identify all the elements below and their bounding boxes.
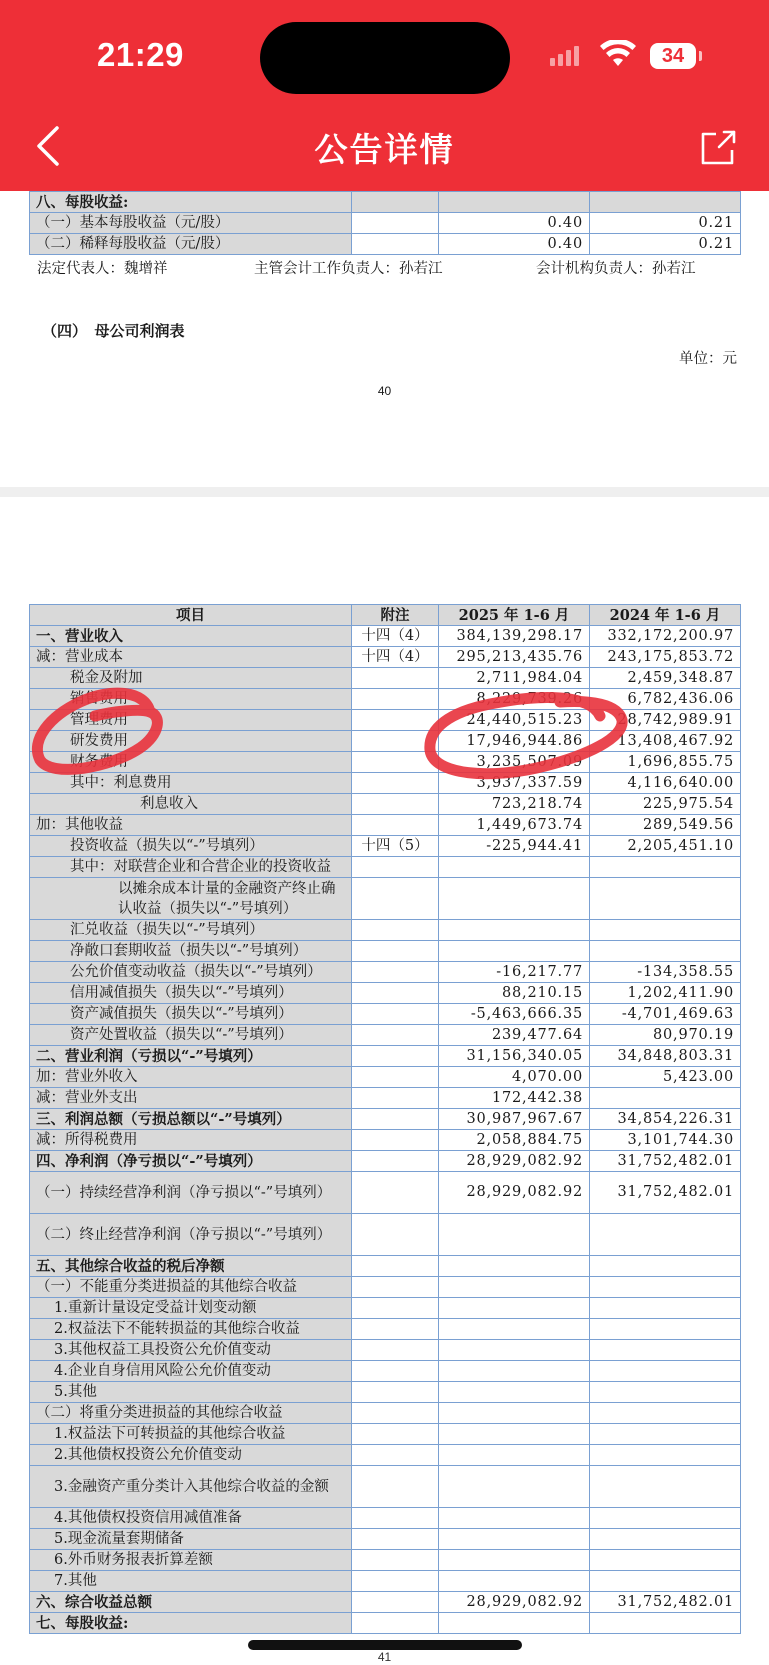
row-note — [352, 1508, 439, 1529]
value-2024 — [590, 1613, 741, 1634]
value-2025: 295,213,435.76 — [439, 647, 590, 668]
value-2025 — [439, 1529, 590, 1550]
row-note: 十四（4） — [352, 647, 439, 668]
value-2025 — [439, 920, 590, 941]
value-2025 — [439, 1403, 590, 1424]
row-label: 5.其他 — [30, 1382, 352, 1403]
row-label: 其中：对联营企业和合营企业的投资收益 — [30, 857, 352, 878]
row-label: 3.其他权益工具投资公允价值变动 — [30, 1340, 352, 1361]
row-note — [352, 752, 439, 773]
page-separator — [0, 487, 769, 497]
row-note — [352, 1550, 439, 1571]
row-label: 7.其他 — [30, 1571, 352, 1592]
row-label: 五、其他综合收益的税后净额 — [30, 1256, 352, 1277]
row-note — [352, 983, 439, 1004]
table-row — [30, 1613, 741, 1634]
row-label: （一）不能重分类进损益的其他综合收益 — [30, 1277, 352, 1298]
value-2025 — [439, 1361, 590, 1382]
value-2025 — [439, 1508, 590, 1529]
row-note — [352, 1004, 439, 1025]
value-2025: 30,987,967.67 — [439, 1109, 590, 1130]
row-label: 管理费用 — [30, 710, 352, 731]
value-2025: 172,442.38 — [439, 1088, 590, 1109]
table-row: （一）基本每股收益（元/股） 0.40 0.21 — [30, 213, 741, 234]
table-row — [30, 1298, 741, 1319]
value-2025 — [439, 1571, 590, 1592]
row-label: 2.权益法下不能转损益的其他综合收益 — [30, 1319, 352, 1340]
value-2024: 6,782,436.06 — [590, 689, 741, 710]
value-2025: 384,139,298.17 — [439, 626, 590, 647]
table-row — [30, 857, 741, 878]
row-note — [352, 941, 439, 962]
table-row — [30, 710, 741, 731]
table-row: （二）稀释每股收益（元/股） 0.40 0.21 — [30, 234, 741, 255]
unit-label: 单位：元 — [679, 351, 737, 367]
row-note — [352, 1298, 439, 1319]
row-label: 四、净利润（净亏损以“-”号填列） — [30, 1151, 352, 1172]
value-2025: 239,477.64 — [439, 1025, 590, 1046]
value-2025 — [439, 857, 590, 878]
signal-icon — [550, 44, 582, 66]
table-row — [30, 773, 741, 794]
value-2025: 28,929,082.92 — [439, 1172, 590, 1214]
row-label: 汇兑收益（损失以“-”号填列） — [30, 920, 352, 941]
value-2025: 2,058,884.75 — [439, 1130, 590, 1151]
row-note — [352, 1592, 439, 1613]
row-note — [352, 668, 439, 689]
row-label: 信用减值损失（损失以“-”号填列） — [30, 983, 352, 1004]
legal-representative: 法定代表人：魏增祥 — [37, 261, 168, 277]
value-2025: 17,946,944.86 — [439, 731, 590, 752]
value-2024 — [590, 1424, 741, 1445]
row-note — [352, 962, 439, 983]
row-note — [352, 794, 439, 815]
value-2024 — [590, 1361, 741, 1382]
value-2025 — [439, 1382, 590, 1403]
value-2024 — [590, 1529, 741, 1550]
table-row — [30, 1592, 741, 1613]
row-label: 4.企业自身信用风险公允价值变动 — [30, 1361, 352, 1382]
row-note — [352, 1214, 439, 1256]
row-note — [352, 1109, 439, 1130]
row-note — [352, 857, 439, 878]
row-label: 1.重新计量设定受益计划变动额 — [30, 1298, 352, 1319]
table-row — [30, 1403, 741, 1424]
table-row — [30, 1046, 741, 1067]
value-2024 — [590, 1445, 741, 1466]
table-row — [30, 1550, 741, 1571]
row-note — [352, 815, 439, 836]
row-label: （二）终止经营净利润（净亏损以“-”号填列） — [30, 1214, 352, 1256]
value-2024: 243,175,853.72 — [590, 647, 741, 668]
row-note: 十四（4） — [352, 626, 439, 647]
value-2025 — [439, 1613, 590, 1634]
row-label: 其中：利息费用 — [30, 773, 352, 794]
value-2025 — [439, 1340, 590, 1361]
value-2024: 4,116,640.00 — [590, 773, 741, 794]
value-2024 — [590, 1277, 741, 1298]
table-row — [30, 1214, 741, 1256]
row-note — [352, 773, 439, 794]
app-header — [0, 0, 769, 191]
value-2024: 13,408,467.92 — [590, 731, 741, 752]
row-label: 一、营业收入 — [30, 626, 352, 647]
row-note — [352, 1172, 439, 1214]
value-2024: -4,701,469.63 — [590, 1004, 741, 1025]
value-2025 — [439, 878, 590, 920]
value-2025: -16,217.77 — [439, 962, 590, 983]
table-row — [30, 731, 741, 752]
value-2024 — [590, 1403, 741, 1424]
table-row — [30, 1361, 741, 1382]
row-label: 七、每股收益: — [30, 1613, 352, 1634]
value-2025: 88,210.15 — [439, 983, 590, 1004]
row-note — [352, 1424, 439, 1445]
value-2024: 225,975.54 — [590, 794, 741, 815]
table-row — [30, 1508, 741, 1529]
table-row — [30, 1340, 741, 1361]
column-header: 附注 — [352, 605, 439, 626]
eps-table — [29, 191, 741, 255]
table-row — [30, 1172, 741, 1214]
table-row — [30, 1151, 741, 1172]
table-row — [30, 1466, 741, 1508]
row-label: 八、每股收益: — [30, 192, 352, 213]
row-note — [352, 1067, 439, 1088]
value-2024 — [590, 1256, 741, 1277]
value-2024: 34,854,226.31 — [590, 1109, 741, 1130]
row-label: 二、营业利润（亏损以“-”号填列） — [30, 1046, 352, 1067]
row-label: 2.其他债权投资公允价值变动 — [30, 1445, 352, 1466]
table-row — [30, 1067, 741, 1088]
row-note — [352, 1445, 439, 1466]
row-note — [352, 1340, 439, 1361]
row-note — [352, 1151, 439, 1172]
table-row — [30, 1256, 741, 1277]
row-note — [352, 710, 439, 731]
value-2025 — [439, 1214, 590, 1256]
row-label: 税金及附加 — [30, 668, 352, 689]
table-row — [30, 626, 741, 647]
row-label: 资产减值损失（损失以“-”号填列） — [30, 1004, 352, 1025]
row-label: 销售费用 — [30, 689, 352, 710]
row-note — [352, 1277, 439, 1298]
value-2024 — [590, 1508, 741, 1529]
parent-income-statement-table — [29, 604, 741, 1634]
share-button[interactable] — [700, 128, 740, 168]
value-2024: -134,358.55 — [590, 962, 741, 983]
value-2024 — [590, 1088, 741, 1109]
row-label: 加：其他收益 — [30, 815, 352, 836]
value-2024: 31,752,482.01 — [590, 1592, 741, 1613]
row-label: 6.外币财务报表折算差额 — [30, 1550, 352, 1571]
value-2025: 8,229,739.26 — [439, 689, 590, 710]
table-row — [30, 752, 741, 773]
value-2024 — [590, 878, 741, 920]
value-2025 — [439, 1466, 590, 1508]
table-row — [30, 941, 741, 962]
table-row — [30, 1445, 741, 1466]
row-label: 1.权益法下可转损益的其他综合收益 — [30, 1424, 352, 1445]
value-2024 — [590, 1298, 741, 1319]
wifi-icon — [600, 40, 636, 68]
table-row — [30, 1109, 741, 1130]
value-2025 — [439, 1550, 590, 1571]
row-note — [352, 1529, 439, 1550]
section-title: （四） 母公司利润表 — [42, 322, 185, 340]
row-label: 以摊余成本计量的金融资产终止确认收益（损失以“-”号填列） — [30, 878, 352, 920]
table-row — [30, 1529, 741, 1550]
row-label: 利息收入 — [30, 794, 352, 815]
value-2024 — [590, 941, 741, 962]
value-2025 — [439, 1424, 590, 1445]
value-2024: 2,205,451.10 — [590, 836, 741, 857]
row-label: 财务费用 — [30, 752, 352, 773]
value-2025 — [439, 1277, 590, 1298]
row-note — [352, 1361, 439, 1382]
value-2024 — [590, 1550, 741, 1571]
row-label: 减：所得税费用 — [30, 1130, 352, 1151]
row-note — [352, 1046, 439, 1067]
table-row — [30, 815, 741, 836]
accounting-head: 主管会计工作负责人：孙若江 — [254, 261, 443, 277]
value-2024 — [590, 1340, 741, 1361]
table-row — [30, 1277, 741, 1298]
value-2024: 80,970.19 — [590, 1025, 741, 1046]
value-2025: 3,937,337.59 — [439, 773, 590, 794]
row-note — [352, 1403, 439, 1424]
row-note — [352, 1025, 439, 1046]
table-row — [30, 794, 741, 815]
value-2024: 1,696,855.75 — [590, 752, 741, 773]
value-2024: 31,752,482.01 — [590, 1172, 741, 1214]
value-2025: 3,235,507.09 — [439, 752, 590, 773]
table-row — [30, 1382, 741, 1403]
value-2025 — [439, 1256, 590, 1277]
document-page-40 — [0, 191, 769, 487]
value-2025: 24,440,515.23 — [439, 710, 590, 731]
row-note — [352, 1571, 439, 1592]
value-2025: 2,711,984.04 — [439, 668, 590, 689]
row-note — [352, 1088, 439, 1109]
row-note: 十四（5） — [352, 836, 439, 857]
row-note — [352, 1130, 439, 1151]
value-2025: 31,156,340.05 — [439, 1046, 590, 1067]
row-label: 3.金融资产重分类计入其他综合收益的金额 — [30, 1466, 352, 1508]
value-2024 — [590, 1382, 741, 1403]
value-2025: 28,929,082.92 — [439, 1592, 590, 1613]
row-label: （二）将重分类进损益的其他综合收益 — [30, 1403, 352, 1424]
table-row — [30, 192, 741, 213]
value-2025: -5,463,666.35 — [439, 1004, 590, 1025]
row-label: 投资收益（损失以“-”号填列） — [30, 836, 352, 857]
value-2024 — [590, 1466, 741, 1508]
row-label: 减：营业成本 — [30, 647, 352, 668]
row-note — [352, 1613, 439, 1634]
value-2024: 1,202,411.90 — [590, 983, 741, 1004]
row-label: 三、利润总额（亏损总额以“-”号填列） — [30, 1109, 352, 1130]
value-2024: 332,172,200.97 — [590, 626, 741, 647]
row-label: （一）持续经营净利润（净亏损以“-”号填列） — [30, 1172, 352, 1214]
value-2024: 5,423.00 — [590, 1067, 741, 1088]
row-label: 加：营业外收入 — [30, 1067, 352, 1088]
table-row — [30, 1004, 741, 1025]
value-2025 — [439, 1319, 590, 1340]
value-2025 — [439, 1298, 590, 1319]
table-header-row — [30, 605, 741, 626]
column-header: 2024 年 1-6 月 — [590, 605, 741, 626]
row-label: （一）基本每股收益（元/股） — [30, 213, 352, 234]
value-2025: -225,944.41 — [439, 836, 590, 857]
table-row — [30, 836, 741, 857]
value-2024 — [590, 1214, 741, 1256]
row-label: 公允价值变动收益（损失以“-”号填列） — [30, 962, 352, 983]
value-2025: 1,449,673.74 — [439, 815, 590, 836]
value-2024: 289,549.56 — [590, 815, 741, 836]
column-header: 项目 — [30, 605, 352, 626]
table-row — [30, 878, 741, 920]
table-row — [30, 689, 741, 710]
battery-indicator: 34 — [650, 43, 696, 69]
page-number: 41 — [377, 1650, 392, 1664]
row-note — [352, 1382, 439, 1403]
value-2024: 3,101,744.30 — [590, 1130, 741, 1151]
status-time: 21:29 — [97, 36, 184, 73]
table-row — [30, 1571, 741, 1592]
row-label: 净敞口套期收益（损失以“-”号填列） — [30, 941, 352, 962]
home-indicator[interactable] — [248, 1640, 522, 1650]
row-note — [352, 731, 439, 752]
page-number: 40 — [377, 384, 392, 398]
value-2024: 28,742,989.91 — [590, 710, 741, 731]
table-row — [30, 983, 741, 1004]
dynamic-island — [260, 22, 510, 94]
value-2025: 28,929,082.92 — [439, 1151, 590, 1172]
table-row — [30, 1130, 741, 1151]
page-title: 公告详情 — [314, 130, 455, 169]
table-row — [30, 962, 741, 983]
row-note — [352, 1319, 439, 1340]
table-row — [30, 920, 741, 941]
row-note — [352, 1466, 439, 1508]
table-row — [30, 1088, 741, 1109]
table-row — [30, 1424, 741, 1445]
row-note — [352, 1256, 439, 1277]
table-row — [30, 1025, 741, 1046]
value-2024 — [590, 1571, 741, 1592]
value-2024 — [590, 857, 741, 878]
row-note — [352, 920, 439, 941]
value-2024: 31,752,482.01 — [590, 1151, 741, 1172]
column-header: 2025 年 1-6 月 — [439, 605, 590, 626]
row-note — [352, 689, 439, 710]
row-note — [352, 878, 439, 920]
row-label: 资产处置收益（损失以“-”号填列） — [30, 1025, 352, 1046]
row-label: 减：营业外支出 — [30, 1088, 352, 1109]
row-label: 5.现金流量套期储备 — [30, 1529, 352, 1550]
row-label: （二）稀释每股收益（元/股） — [30, 234, 352, 255]
row-label: 六、综合收益总额 — [30, 1592, 352, 1613]
accounting-agency-head: 会计机构负责人：孙若江 — [536, 261, 696, 277]
value-2025 — [439, 1445, 590, 1466]
row-label: 研发费用 — [30, 731, 352, 752]
value-2024 — [590, 1319, 741, 1340]
table-row — [30, 1319, 741, 1340]
table-row — [30, 647, 741, 668]
share-icon — [700, 128, 738, 166]
row-label: 4.其他债权投资信用减值准备 — [30, 1508, 352, 1529]
table-row — [30, 668, 741, 689]
value-2024 — [590, 920, 741, 941]
value-2025 — [439, 941, 590, 962]
value-2024: 2,459,348.87 — [590, 668, 741, 689]
value-2024: 34,848,803.31 — [590, 1046, 741, 1067]
value-2025: 723,218.74 — [439, 794, 590, 815]
value-2025: 4,070.00 — [439, 1067, 590, 1088]
